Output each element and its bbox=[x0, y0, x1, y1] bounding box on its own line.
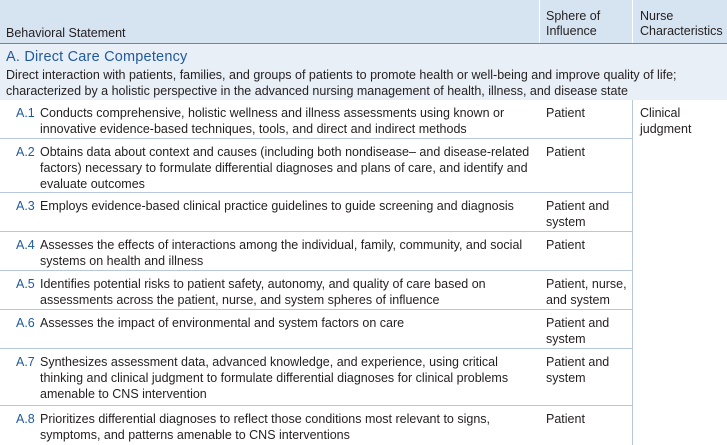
row-number: A.4 bbox=[16, 238, 35, 252]
header-divider bbox=[539, 0, 540, 43]
table-row bbox=[0, 139, 727, 193]
header-nurse-line-2: Characteristics bbox=[640, 24, 723, 38]
header-sphere-line-1: Sphere of bbox=[546, 9, 601, 23]
table-row bbox=[0, 271, 727, 310]
row-statement: Conducts comprehensive, holistic wellness and illness assessments using known or innovative evidence-based techniques, tools, and direct and indirect methods bbox=[40, 106, 505, 136]
header-divider bbox=[632, 0, 633, 43]
table-row bbox=[0, 232, 727, 271]
row-sphere: Patient and system bbox=[546, 355, 610, 385]
header-behavioral-statement: Behavioral Statement bbox=[6, 26, 126, 40]
row-sphere: Patient bbox=[546, 106, 585, 120]
row-sphere: Patient and system bbox=[546, 316, 610, 346]
section-title: A. Direct Care Competency bbox=[6, 49, 188, 65]
table-row bbox=[0, 310, 727, 349]
header-sphere-of-influence bbox=[546, 9, 600, 39]
row-statement: Assesses the impact of environmental and system factors on care bbox=[40, 316, 405, 330]
row-sphere: Patient, nurse, and system bbox=[546, 277, 627, 307]
table-row bbox=[0, 349, 727, 406]
table-row bbox=[0, 100, 727, 139]
section-description: Direct interaction with patients, families, and groups of patients to promote health or well-being and improve quality of life; characterized by a holistic perspective in the advanced nursing management of health, illness, and disease state bbox=[6, 68, 677, 98]
row-sphere: Patient bbox=[546, 412, 585, 426]
row-number: A.8 bbox=[16, 412, 35, 426]
row-sphere: Patient bbox=[546, 238, 585, 252]
table-row bbox=[0, 406, 727, 445]
header-nurse-characteristics bbox=[640, 9, 723, 39]
table-header bbox=[0, 0, 727, 43]
row-number: A.3 bbox=[16, 199, 35, 213]
row-statement: Employs evidence-based clinical practice guidelines to guide screening and diagnosis bbox=[40, 199, 514, 213]
row-sphere: Patient and system bbox=[546, 199, 610, 229]
row-statement: Prioritizes differential diagnoses to reflect those conditions most relevant to signs, symptoms, and patterns amenable to CNS interventions bbox=[40, 412, 490, 442]
row-sphere: Patient bbox=[546, 145, 585, 159]
row-nurse-characteristic: Clinical judgment bbox=[640, 106, 692, 136]
row-statement: Obtains data about context and causes (including both nondisease– and disease-related factors) necessary to formulate differential diagnoses and plans of care, and identify and evaluate outcomes bbox=[40, 145, 530, 191]
row-statement: Synthesizes assessment data, advanced knowledge, and experience, using critical thinking and clinical judgment to formulate differential diagnoses for clinical problems amenable to CNS intervention bbox=[40, 355, 509, 401]
row-number: A.6 bbox=[16, 316, 35, 330]
row-statement: Identifies potential risks to patient safety, autonomy, and quality of care based on assessments across the patient, nurse, and system spheres of influence bbox=[40, 277, 486, 307]
row-number: A.5 bbox=[16, 277, 35, 291]
table-row bbox=[0, 193, 727, 232]
header-sphere-line-2: Influence bbox=[546, 24, 597, 38]
row-statement: Assesses the effects of interactions among the individual, family, community, and social systems on health and illness bbox=[40, 238, 523, 268]
row-number: A.7 bbox=[16, 355, 35, 369]
header-nurse-line-1: Nurse bbox=[640, 9, 674, 23]
row-number: A.2 bbox=[16, 145, 35, 159]
row-number: A.1 bbox=[16, 106, 35, 120]
